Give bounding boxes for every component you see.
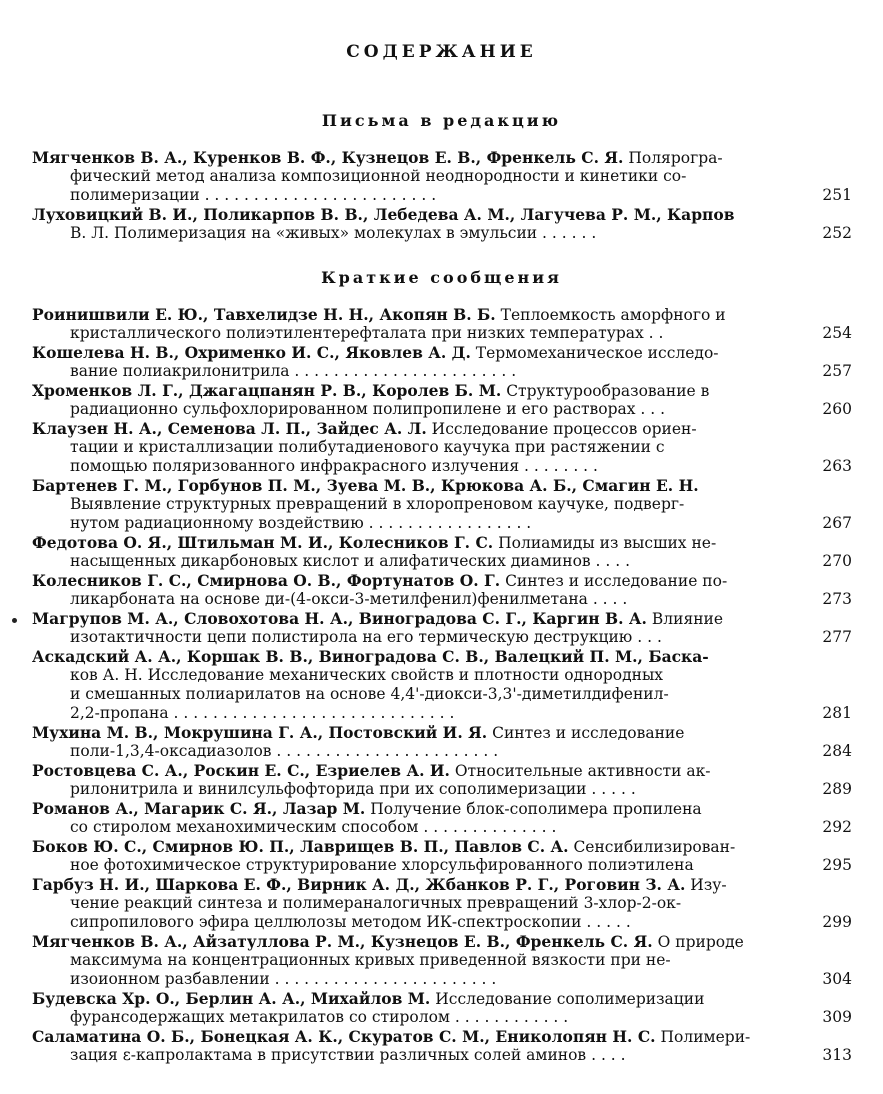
- entry-title-text: кристаллического полиэтилентерефталата при низких температурах . .: [70, 324, 664, 342]
- page-number: 277: [822, 628, 852, 646]
- toc-entry: [32, 837, 792, 875]
- entry-title-text: В. Л. Полимеризация на «живых» молекулах в эмульсии . . . . . .: [70, 224, 597, 242]
- toc-entry: [32, 932, 792, 989]
- entry-first-line: [32, 571, 792, 590]
- page-number: 260: [822, 400, 852, 418]
- entry-authors: Магрупов М. А., Словохотова Н. А., Виноградова С. Г., Каргин В. А.: [32, 609, 647, 628]
- toc-entry: [32, 799, 792, 837]
- entry-title-text: радиационно сульфохлорированном полипропилене и его растворах . . .: [70, 400, 666, 418]
- entry-first-line: [32, 533, 792, 552]
- page-number: 263: [822, 457, 852, 475]
- page-number: 284: [822, 742, 852, 760]
- page-number: 257: [822, 362, 852, 380]
- entry-title-text: Влияние: [646, 610, 724, 628]
- entry-title-text: Изу-: [685, 876, 727, 894]
- entry-authors: Аскадский А. А., Коршак В. В., Виноградова С. В., Валецкий П. М., Баска-: [32, 647, 709, 666]
- page-number: 251: [822, 186, 852, 204]
- toc-entry: [32, 205, 792, 243]
- entry-title-text: О природе: [652, 933, 744, 951]
- entry-title-text: Теплоемкость аморфного и: [495, 306, 726, 324]
- page-number: 292: [822, 818, 852, 836]
- entry-authors: Романов А., Магарик С. Я., Лазар М.: [32, 799, 366, 818]
- entry-first-line: [32, 343, 792, 362]
- entry-authors: Мягченков В. А., Айзатуллова Р. М., Кузнецов Е. В., Френкель С. Я.: [32, 932, 653, 951]
- page-number: 304: [822, 970, 852, 988]
- entry-title-text: тации и кристаллизации полибутадиенового каучука при растяжении с: [70, 438, 665, 456]
- toc-entry: [32, 875, 792, 932]
- entry-authors: Колесников Г. С., Смирнова О. В., Фортунатов О. Г.: [32, 571, 501, 590]
- entry-first-line: [32, 761, 792, 780]
- page-number: 273: [822, 590, 852, 608]
- toc-entry: [32, 571, 792, 609]
- entry-first-line: [32, 205, 792, 224]
- page-number: 252: [822, 224, 852, 242]
- entry-authors: Луховицкий В. И., Поликарпов В. В., Лебедева А. М., Лагучева Р. М., Карпов: [32, 205, 735, 224]
- entry-title-text: Полимери-: [655, 1028, 751, 1046]
- entry-title-text: Получение блок-сополимера пропилена: [365, 800, 702, 818]
- entry-title-text: нутом радиационному воздействию . . . . . . . . . . . . . . . . .: [70, 514, 532, 532]
- entry-title-text: ликарбоната на основе ди-(4-окси-3-метилфенил)фенилметана . . . .: [70, 590, 628, 608]
- entry-title-text: поли-1,3,4-оксадиазолов . . . . . . . . . . . . . . . . . . . . . . .: [70, 742, 499, 760]
- entry-title-text: помощью поляризованного инфракрасного излучения . . . . . . . .: [70, 457, 598, 475]
- entry-title-text: Термомеханическое исследо-: [470, 344, 719, 362]
- entry-first-line: [32, 932, 792, 951]
- toc-entry: [32, 1027, 792, 1065]
- entry-authors: Клаузен Н. А., Семенова Л. П., Зайдес А. Л.: [32, 419, 427, 438]
- entry-first-line: [32, 723, 792, 742]
- entry-title-text: со стиролом механохимическим способом . . . . . . . . . . . . . .: [70, 818, 557, 836]
- section-heading: Краткие сообщения: [321, 268, 562, 287]
- entry-title-text: максимума на концентрационных кривых приведенной вязкости при не-: [70, 951, 671, 969]
- entry-title-text: полимеризации . . . . . . . . . . . . . . . . . . . . . . . .: [70, 186, 437, 204]
- entry-title-text: Полиамиды из высших не-: [493, 534, 717, 552]
- toc-entry: [32, 381, 792, 419]
- entry-title-text: ное фотохимическое структурирование хлорсульфированного полиэтилена: [70, 856, 694, 874]
- page-number: 267: [822, 514, 852, 532]
- toc-entry: [32, 533, 792, 571]
- entry-title-text: ков А. Н. Исследование механических свойств и плотности однородных: [70, 666, 664, 684]
- entry-title-text: Выявление структурных превращений в хлоропреновом каучуке, подверг-: [70, 495, 685, 513]
- entry-title-text: изотактичности цепи полистирола на его термическую деструкцию . . .: [70, 628, 662, 646]
- entry-first-line: [32, 799, 792, 818]
- entry-first-line: [32, 989, 792, 1008]
- entry-authors: Саламатина О. Б., Бонецкая А. К., Скуратов С. М., Ениколопян Н. С.: [32, 1027, 656, 1046]
- entry-title-text: Относительные активности ак-: [449, 762, 711, 780]
- toc-entry: [32, 989, 792, 1027]
- entry-first-line: [32, 647, 792, 666]
- toc-entry: [32, 476, 792, 533]
- entry-authors: Ростовцева С. А., Роскин Е. С., Езриелев А. И.: [32, 761, 450, 780]
- entry-title-text: фурансодержащих метакрилатов со стиролом . . . . . . . . . . . .: [70, 1008, 569, 1026]
- entry-title-text: Синтез и исследование: [487, 724, 685, 742]
- entry-authors: Роинишвили Е. Ю., Тавхелидзе Н. Н., Акопян В. Б.: [32, 305, 496, 324]
- entry-first-line: [32, 381, 792, 400]
- entry-title-text: 2,2-пропана . . . . . . . . . . . . . . . . . . . . . . . . . . . . .: [70, 704, 455, 722]
- entry-title-text: вание полиакрилонитрила . . . . . . . . . . . . . . . . . . . . . . .: [70, 362, 517, 380]
- toc-entry: [32, 723, 792, 761]
- entry-title-text: Синтез и исследование по-: [500, 572, 728, 590]
- entry-title-text: насыщенных дикарбоновых кислот и алифатических диаминов . . . .: [70, 552, 631, 570]
- entry-first-line: [32, 419, 792, 438]
- entry-authors: Бартенев Г. М., Горбунов П. М., Зуева М. В., Крюкова А. Б., Смагин Е. Н.: [32, 476, 699, 495]
- entry-authors: Будевска Хр. О., Берлин А. А., Михайлов М.: [32, 989, 431, 1008]
- page-title: СОДЕРЖАНИЕ: [346, 42, 537, 62]
- entry-title-text: Исследование процессов ориен-: [426, 420, 697, 438]
- page-number: 270: [822, 552, 852, 570]
- entry-first-line: [32, 609, 792, 628]
- page-number: 281: [822, 704, 852, 722]
- margin-dot: [12, 618, 17, 623]
- section-heading: Письма в редакцию: [321, 111, 562, 130]
- entry-title-text: сипропилового эфира целлюлозы методом ИК-спектроскопии . . . . .: [70, 913, 631, 931]
- toc-entry: [32, 419, 792, 476]
- entry-authors: Мягченков В. А., Куренков В. Ф., Кузнецов Е. В., Френкель С. Я.: [32, 148, 624, 167]
- toc-entry: [32, 305, 792, 343]
- toc-entry: [32, 609, 792, 647]
- entry-authors: Гарбуз Н. И., Шаркова Е. Ф., Вирник А. Д., Жбанков Р. Г., Роговин З. А.: [32, 875, 686, 894]
- page-number: 254: [822, 324, 852, 342]
- page-number: 299: [822, 913, 852, 931]
- entry-title-text: Сенсибилизирован-: [568, 838, 736, 856]
- entry-authors: Боков Ю. С., Смирнов Ю. П., Лаврищев В. П., Павлов С. А.: [32, 837, 569, 856]
- entry-authors: Кошелева Н. В., Охрименко И. С., Яковлев А. Д.: [32, 343, 471, 362]
- toc-entry: [32, 148, 792, 205]
- entry-title-text: и смешанных полиарилатов на основе 4,4'-диокси-3,3'-диметилдифенил-: [70, 685, 669, 703]
- entry-title-text: Исследование сополимеризации: [430, 990, 705, 1008]
- entry-title-text: рилонитрила и винилсульфофторида при их сополимеризации . . . . .: [70, 780, 636, 798]
- entry-first-line: [32, 476, 792, 495]
- entry-authors: Хроменков Л. Г., Джагацпанян Р. В., Королев Б. М.: [32, 381, 502, 400]
- entry-title-text: чение реакций синтеза и полимераналогичных превращений 3-хлор-2-ок-: [70, 894, 682, 912]
- page-number: 295: [822, 856, 852, 874]
- toc-entry: [32, 343, 792, 381]
- entry-title-text: зация ε-капролактама в присутствии различных солей аминов . . . .: [70, 1046, 626, 1064]
- entry-first-line: [32, 837, 792, 856]
- entry-first-line: [32, 1027, 792, 1046]
- entry-first-line: [32, 305, 792, 324]
- entry-title-text: изоионном разбавлении . . . . . . . . . . . . . . . . . . . . . . .: [70, 970, 497, 988]
- page-number: 309: [822, 1008, 852, 1026]
- page-number: 289: [822, 780, 852, 798]
- entry-first-line: [32, 875, 792, 894]
- page-number: 313: [822, 1046, 852, 1064]
- entry-title-text: Структурообразование в: [501, 382, 710, 400]
- toc-entry: [32, 761, 792, 799]
- entry-first-line: [32, 148, 792, 167]
- entry-title-text: фический метод анализа композиционной неоднородности и кинетики со-: [70, 167, 687, 185]
- toc-entry: [32, 647, 792, 723]
- entry-title-text: Полярогра-: [623, 149, 723, 167]
- entry-authors: Мухина М. В., Мокрушина Г. А., Постовский И. Я.: [32, 723, 488, 742]
- entry-authors: Федотова О. Я., Штильман М. И., Колесников Г. С.: [32, 533, 494, 552]
